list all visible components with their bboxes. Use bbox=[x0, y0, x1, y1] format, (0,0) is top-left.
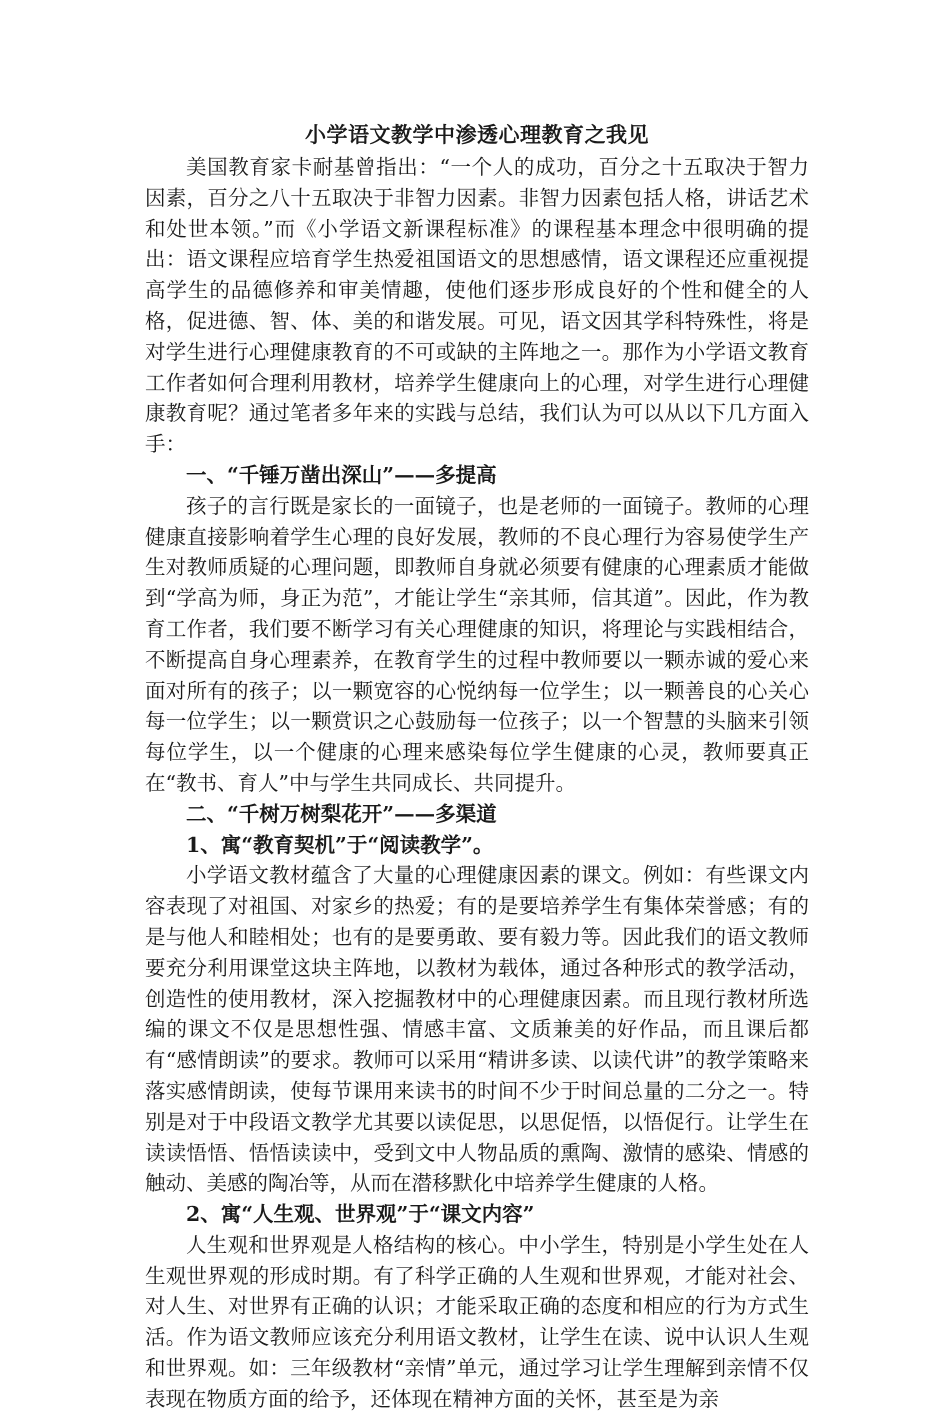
section-heading-1: 一、“千锤万凿出深山”——多提高 bbox=[186, 462, 497, 487]
document-page bbox=[145, 118, 809, 1415]
subsection-heading-1: 1、寓“教育契机”于“阅读教学”。 bbox=[186, 832, 494, 857]
document-title: 小学语文教学中渗透心理教育之我见 bbox=[305, 122, 649, 147]
paragraph-section-1: 孩子的言行既是家长的一面镜子，也是老师的一面镜子。教师的心理健康直接影响着学生心理的良好发展，教师的不良心理行为容易使学生产生对教师质疑的心理问题，即教师自身就必须要有健康的心理素质才能做到“学高为师，身正为范”，才能让学生“亲其师，信其道”。因此，作为教育工作者，我们要不断学习有关心理健康的知识，将理论与实践相结合，不断提高自身心理素养，在教育学生的过程中教师要以一颗赤诚的爱心来面对所有的孩子；以一颗宽容的心悦纳每一位学生；以一颗善良的心关心每一位学生；以一颗赏识之心鼓励每一位孩子；以一个智慧的头脑来引领每位学生，以一个健康的心理来感染每位学生健康的心灵，教师要真正在“教书、育人”中与学生共同成长、共同提升。 bbox=[145, 493, 809, 795]
subsection-heading-2: 2、寓“人生观、世界观”于“课文内容” bbox=[186, 1202, 535, 1227]
section-heading-2: 二、“千树万树梨花开”——多渠道 bbox=[186, 801, 497, 826]
paragraph-intro: 美国教育家卡耐基曾指出：“一个人的成功，百分之十五取决于智力因素，百分之八十五取决于非智力因素。非智力因素包括人格，讲话艺术和处世本领。”而《小学语文新课程标准》的课程基本理念中很明确的提出：语文课程应培育学生热爱祖国语文的思想感情，语文课程还应重视提高学生的品德修养和审美情趣，使他们逐步形成良好的个性和健全的人格，促进德、智、体、美的和谐发展。可见，语文因其学科特殊性，将是对学生进行心理健康教育的不可或缺的主阵地之一。那作为小学语文教育工作者如何合理利用教材，培养学生健康向上的心理，对学生进行心理健康教育呢？通过笔者多年来的实践与总结，我们认为可以从以下几方面入手： bbox=[145, 155, 809, 457]
paragraph-subsection-2: 人生观和世界观是人格结构的核心。中小学生，特别是小学生处在人生观世界观的形成时期。有了科学正确的人生观和世界观，才能对社会、对人生、对世界有正确的认识；才能采取正确的态度和相应的行为方式生活。作为语文教师应该充分利用语文教材，让学生在读、说中认识人生观和世界观。如：三年级教材“亲情”单元，通过学习让学生理解到亲情不仅表现在物质方面的给予，还体现在精神方面的关怀，甚至是为亲 bbox=[145, 1232, 809, 1411]
paragraph-subsection-1: 小学语文教材蕴含了大量的心理健康因素的课文。例如：有些课文内容表现了对祖国、对家乡的热爱；有的是要培养学生有集体荣誉感；有的是与他人和睦相处；也有的是要勇敢、要有毅力等。因此我们的语文教师要充分利用课堂这块主阵地，以教材为载体，通过各种形式的教学活动，创造性的使用教材，深入挖掘教材中的心理健康因素。而且现行教材所选编的课文不仅是思想性强、情感丰富、文质兼美的好作品，而且课后都有“感情朗读”的要求。教师可以采用“精讲多读、以读代讲”的教学策略来落实感情朗读，使每节课用来读书的时间不少于时间总量的二分之一。特别是对于中段语文教学尤其要以读促思，以思促悟，以悟促行。让学生在读读悟悟、悟悟读读中，受到文中人物品质的熏陶、激情的感染、情感的触动、美感的陶冶等，从而在潜移默化中培养学生健康的人格。 bbox=[145, 863, 809, 1196]
